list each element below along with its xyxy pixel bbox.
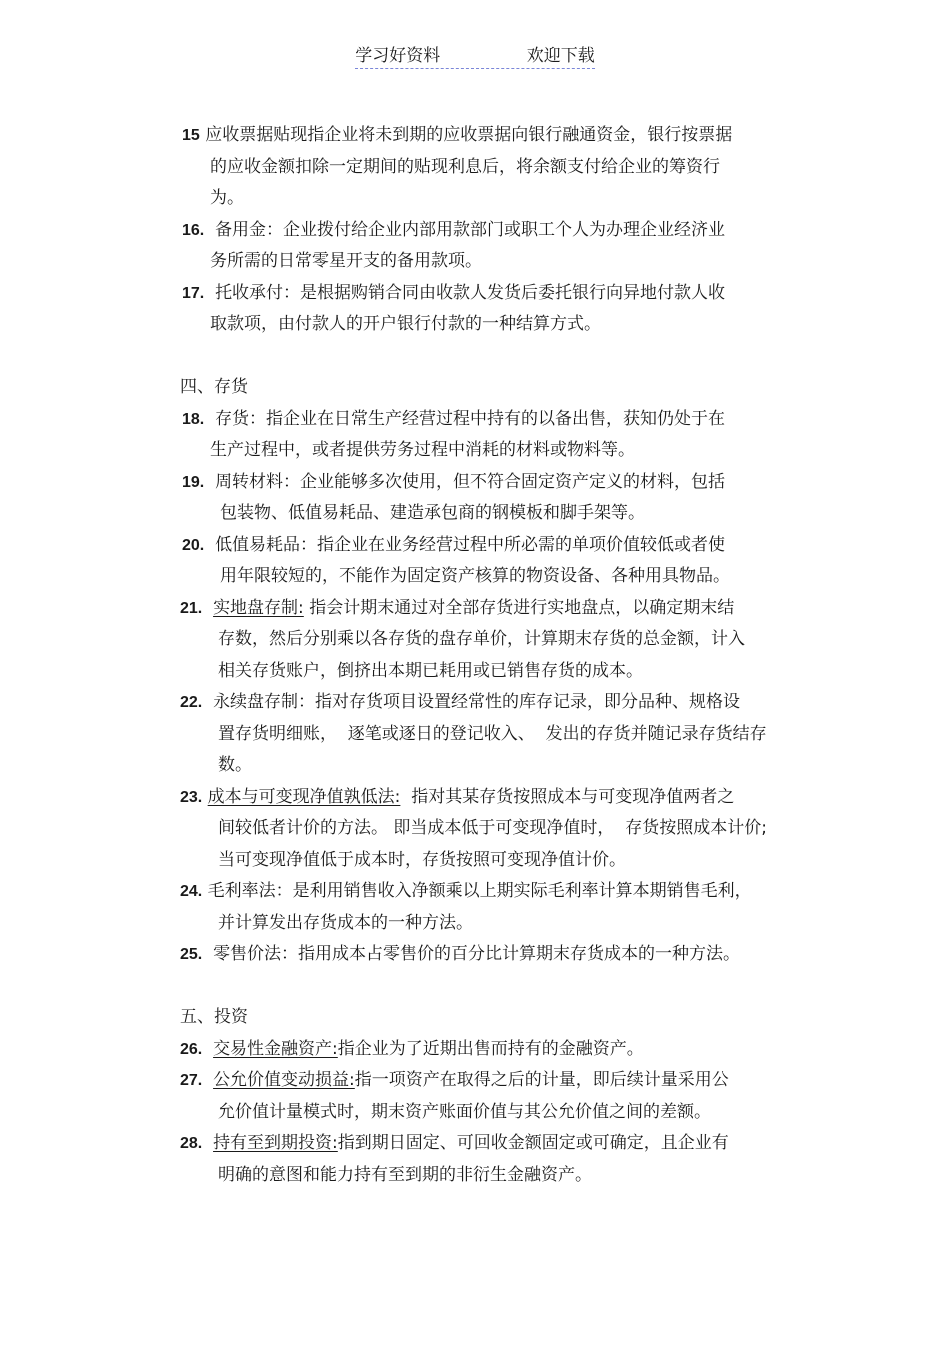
entry-27	[180, 1065, 810, 1128]
entry-text: 应收票据贴现指企业将未到期的应收票据向银行融通资金，银行按票据	[205, 125, 733, 145]
entry-text: 周转材料：企业能够多次使用，但不符合固定资产定义的材料，包括	[215, 471, 726, 492]
entry-25	[180, 939, 810, 971]
entry-term: 交易性金融资产:	[213, 1038, 338, 1059]
page-header	[0, 44, 950, 69]
entry-text: 指到期日固定、可回收金额固定或可确定，且企业有	[337, 1133, 729, 1153]
entry-number: 27.	[180, 1072, 203, 1089]
header-left-text: 学习好资料	[355, 46, 441, 66]
entry-term: 成本与可变现净值孰低法:	[207, 786, 401, 807]
entry-text: 当可变现净值低于成本时，存货按照可变现净值计价。	[218, 849, 626, 870]
entry-text: 毛利率法：是利用销售收入净额乘以上期实际毛利率计算本期销售毛利，	[207, 881, 752, 901]
entry-number: 25.	[180, 946, 203, 963]
entry-21	[180, 593, 810, 688]
entry-text: 相关存货账户，倒挤出本期已耗用或已销售存货的成本。	[218, 660, 643, 681]
entry-15	[180, 120, 810, 215]
entry-number: 20.	[182, 536, 205, 554]
entry-text: 零售价法：指用成本占零售价的百分比计算期末存货成本的一种方法。	[213, 944, 741, 964]
entry-number: 24.	[180, 883, 203, 900]
entry-text: 指会计期末通过对全部存货进行实地盘点，以确定期末结	[309, 597, 735, 618]
entry-text: 指一项资产在取得之后的计量，即后续计量采用公	[354, 1070, 729, 1090]
entry-22	[180, 687, 810, 782]
document-body	[180, 120, 810, 1191]
entry-text: 务所需的日常零星开支的备用款项。	[210, 251, 482, 271]
entry-text: 指企业为了近期出售而持有的金融资产。	[337, 1038, 644, 1059]
entry-text: 低值易耗品：指企业在业务经营过程中所必需的单项价值较低或者使	[215, 534, 726, 555]
entry-number: 21.	[180, 599, 203, 617]
entry-text: 存货：指企业在日常生产经营过程中持有的以备出售，获知仍处于在	[215, 408, 726, 429]
section-title-investment: 五、投资	[180, 1007, 248, 1027]
entry-number: 15	[182, 127, 200, 144]
entry-term: 公允价值变动损益:	[213, 1070, 355, 1090]
entry-text: 备用金：企业拨付给企业内部用款部门或职工个人为办理企业经济业	[215, 219, 726, 240]
entry-number: 19.	[182, 473, 205, 491]
entry-text: 包装物、低值易耗品、建造承包商的钢模板和脚手架等。	[220, 503, 645, 523]
header-right-text: 欢迎下载	[526, 46, 595, 66]
entry-19	[180, 467, 810, 530]
entry-term: 实地盘存制:	[213, 597, 304, 618]
entry-text: 生产过程中，或者提供劳务过程中消耗的材料或物料等。	[210, 440, 635, 460]
entry-text: 明确的意图和能力持有至到期的非衍生金融资产。	[218, 1164, 592, 1185]
header-line	[355, 44, 594, 69]
section-title-inventory: 四、存货	[180, 377, 248, 397]
entry-text: 置存货明细账， 逐笔或逐日的登记收入、 发出的存货并随记录存货结存	[218, 723, 767, 744]
entry-number: 26.	[180, 1040, 203, 1058]
entry-number: 18.	[182, 410, 205, 428]
entry-number: 16.	[182, 221, 205, 239]
entry-number: 28.	[180, 1135, 203, 1152]
entry-text: 为。	[210, 188, 244, 208]
entry-28	[180, 1128, 810, 1191]
entry-text: 数。	[218, 755, 252, 775]
entry-23	[180, 782, 810, 877]
entry-20	[180, 530, 810, 593]
entry-term: 持有至到期投资:	[213, 1133, 338, 1153]
entry-text: 的应收金额扣除一定期间的贴现利息后，将余额支付给企业的筹资行	[210, 156, 720, 177]
entry-18	[180, 404, 810, 467]
entry-text: 托收承付：是根据购销合同由收款人发货后委托银行向异地付款人收	[215, 282, 726, 303]
entry-number: 22.	[180, 694, 203, 711]
entry-text: 永续盘存制：指对存货项目设置经常性的库存记录，即分品种、规格设	[213, 692, 741, 712]
entry-26	[180, 1034, 810, 1066]
entry-text: 允价值计量模式时，期末资产账面价值与其公允价值之间的差额。	[218, 1101, 711, 1122]
entry-17	[180, 278, 810, 341]
entry-text: 用年限较短的，不能作为固定资产核算的物资设备、各种用具物品。	[220, 566, 730, 586]
entry-text: 指对其某存货按照成本与可变现净值两者之	[400, 786, 735, 807]
entry-text: 存数，然后分别乘以各存货的盘存单价，计算期末存货的总金额，计入	[218, 629, 745, 649]
entry-number: 23.	[180, 788, 203, 806]
entry-number: 17.	[182, 284, 205, 302]
entry-text: 并计算发出存货成本的一种方法。	[218, 912, 473, 933]
entry-text: 取款项，由付款人的开户银行付款的一种结算方式。	[210, 314, 601, 334]
entry-text: 间较低者计价的方法。 即当成本低于可变现净值时， 存货按照成本计价;	[218, 818, 767, 838]
entry-16	[180, 215, 810, 278]
entry-24	[180, 876, 810, 939]
